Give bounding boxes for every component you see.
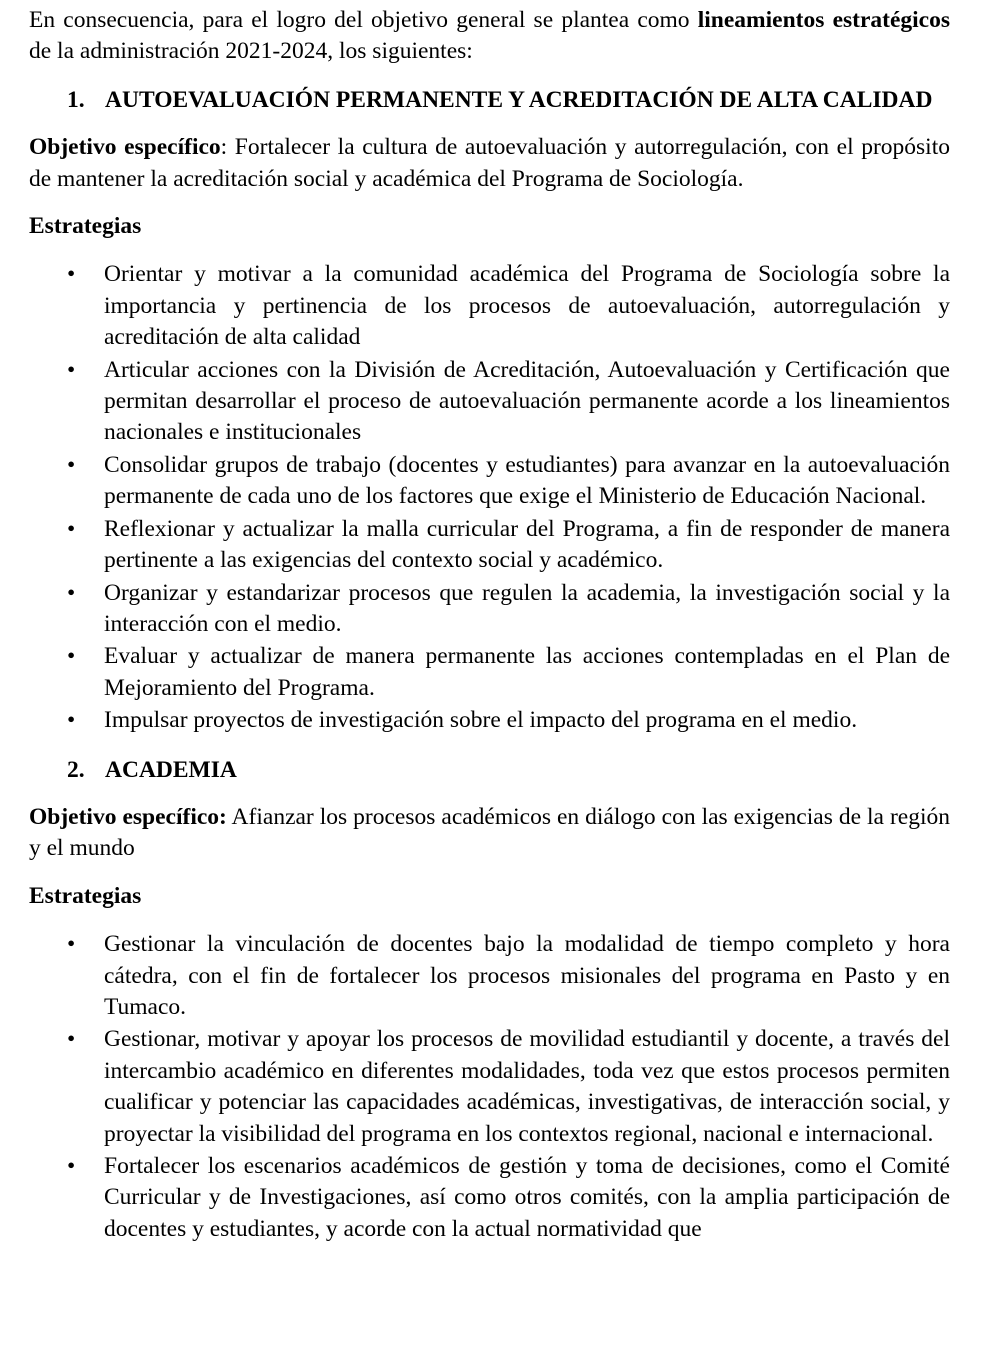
strategies-list-1 [29, 259, 950, 736]
list-item [29, 514, 950, 577]
objective-paragraph-1 [29, 132, 950, 195]
objective-label: Objetivo específico [29, 134, 221, 161]
list-item-text: Gestionar la vinculación de docentes bajo la modalidad de tiempo completo y hora cátedra, con el fin de fortalecer los procesos misionales del programa en Pasto y en Tumaco. [104, 931, 950, 1020]
list-item-text: Consolidar grupos de trabajo (docentes y estudiantes) para avanzar en la autoevaluación permanente de cada uno de los factores que exige el Ministerio de Educación Nacional. [104, 451, 950, 510]
section-heading-2 [29, 755, 950, 786]
list-item [29, 705, 950, 736]
list-item-text: Articular acciones con la División de Acreditación, Autoevaluación y Certificación que permitan desarrollar el proceso de autoevaluación permanente acorde a los lineamientos nacionales e institucionales [104, 356, 950, 446]
objective-label: Objetivo específico: [29, 803, 227, 830]
list-item [29, 578, 950, 641]
list-item [29, 1151, 950, 1245]
section-title: ACADEMIA [105, 756, 237, 783]
spacer [29, 738, 950, 755]
list-item-text: Gestionar, motivar y apoyar los procesos de movilidad estudiantil y docente, a través del intercambio académico en diferentes modalidades, toda vez que estos procesos permiten cualificar y potenciar las capacidades académicas, investigativas, de interacción social, y proyectar la visibilidad del programa en los contextos regional, nacional e internacional. [104, 1026, 950, 1147]
list-item [29, 355, 950, 449]
bullet-icon [29, 259, 104, 353]
list-item-text: Fortalecer los escenarios académicos de gestión y toma de decisiones, como el Comité Curricular y de Investigaciones, así como otros comités, con la amplia participación de docentes y estudiantes, y acorde con la actual normatividad que [104, 1153, 950, 1242]
bullet-icon [29, 355, 104, 449]
section-number: 2. [67, 756, 85, 783]
list-item-text: Reflexionar y actualizar la malla curricular del Programa, a fin de responder de manera pertinente a las exigencias del contexto social y académico. [104, 515, 950, 574]
objective-paragraph-2 [29, 802, 950, 865]
list-item [29, 929, 950, 1023]
objective-text: Afianzar los procesos académicos en diálogo con las exigencias de la región y el mundo [29, 803, 950, 862]
strategies-heading-1: Estrategias [29, 213, 142, 240]
intro-bold-text: lineamientos estratégicos [697, 7, 951, 33]
intro-text-after: de la administración 2021-2024, los siguientes: [29, 38, 473, 65]
bullet-icon [29, 929, 104, 1023]
section-number: 1. [67, 86, 85, 113]
bullet-icon [29, 705, 104, 736]
intro-text-before: En consecuencia, para el logro del objetivo general se plantea como [29, 7, 698, 33]
bullet-icon [29, 641, 104, 704]
list-item [29, 641, 950, 704]
list-item-text: Impulsar proyectos de investigación sobre el impacto del programa en el medio. [104, 707, 858, 734]
section-title: AUTOEVALUACIÓN PERMANENTE Y ACREDITACIÓN DE ALTA CALIDAD [105, 86, 933, 113]
list-item-text: Orientar y motivar a la comunidad académica del Programa de Sociología sobre la importancia y pertinencia de los procesos de autoevaluación, autorregulación y acreditación de alta calidad [104, 261, 950, 351]
bullet-icon [29, 450, 104, 513]
bullet-icon [29, 578, 104, 641]
intro-paragraph [29, 5, 950, 68]
list-item-text: Organizar y estandarizar procesos que regulen la academia, la investigación social y la interacción con el medio. [104, 579, 950, 637]
list-item [29, 450, 950, 513]
section-heading-1 [29, 85, 950, 116]
strategies-heading-2: Estrategias [29, 882, 142, 909]
strategies-list-2 [29, 929, 950, 1245]
bullet-icon [29, 1024, 104, 1150]
objective-text: : Fortalecer la cultura de autoevaluación y autorregulación, con el propósito de mantener la acreditación social y académica del Programa de Sociología. [29, 134, 950, 192]
bullet-icon [29, 1151, 104, 1245]
list-item [29, 1024, 950, 1150]
bullet-icon [29, 514, 104, 577]
list-item-text: Evaluar y actualizar de manera permanente las acciones contempladas en el Plan de Mejoramiento del Programa. [104, 643, 950, 701]
list-item [29, 259, 950, 353]
